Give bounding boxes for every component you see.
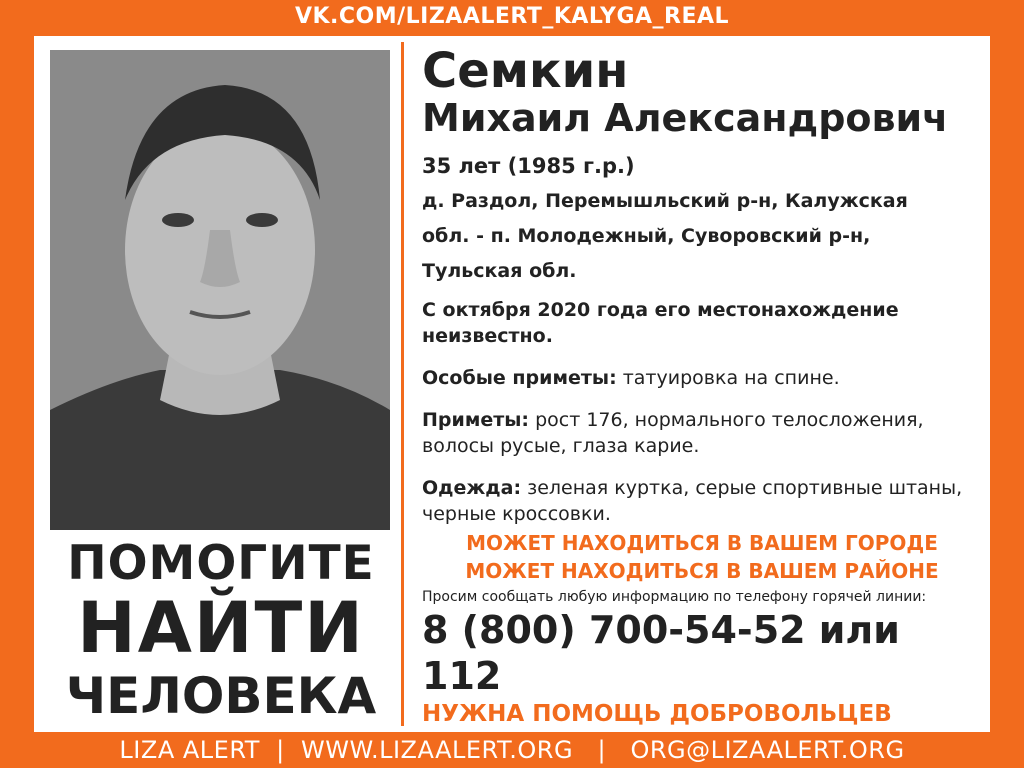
special-signs-value: татуировка на спине.	[622, 367, 840, 389]
help-line3: ЧЕЛОВЕКА	[65, 667, 377, 725]
poster-card	[34, 36, 990, 732]
footer-org: LIZA ALERT	[119, 736, 260, 764]
person-surname: Семкин	[422, 43, 629, 99]
footer	[0, 733, 1024, 768]
special-signs-label: Особые приметы:	[422, 367, 617, 389]
alert-city: МОЖЕТ НАХОДИТЬСЯ В ВАШЕМ ГОРОДЕ	[466, 531, 938, 555]
person-photo-illustration	[50, 50, 390, 530]
missing-since: С октября 2020 года его местонахождение неизвестно.	[422, 299, 899, 347]
person-given-names: Михаил Александрович	[422, 96, 949, 140]
route-line2: обл. - п. Молодежный, Суворовский р-н,	[422, 225, 871, 247]
footer-email-link[interactable]: ORG@LIZAALERT.ORG	[630, 736, 905, 764]
person-age: 35 лет (1985 г.р.)	[422, 154, 635, 178]
footer-separator-2: |	[597, 736, 607, 764]
header-url: VK.COM/LIZAALERT_KALYGA_REAL	[294, 4, 730, 29]
help-line1: ПОМОГИТЕ	[67, 536, 375, 591]
person-route	[422, 184, 982, 289]
orange-divider	[401, 42, 404, 726]
footer-separator-1: |	[276, 736, 285, 764]
hotline-phone[interactable]: 8 (800) 700-54-52 или 112	[422, 608, 900, 698]
signs-label: Приметы:	[422, 409, 530, 431]
route-line3: Тульская обл.	[422, 260, 577, 282]
help-line2: НАЙТИ	[77, 587, 365, 669]
volunteers-needed: НУЖНА ПОМОЩЬ ДОБРОВОЛЬЦЕВ	[422, 701, 892, 727]
special-signs	[422, 365, 982, 391]
person-photo	[50, 50, 390, 530]
signs	[422, 407, 982, 459]
clothing-value: зеленая куртка, серые спортивные штаны, черные кроссовки.	[422, 477, 963, 525]
signs-value: рост 176, нормального телосложения, волосы русые, глаза карие.	[422, 409, 924, 457]
help-find-person	[48, 534, 394, 725]
hotline-request: Просим сообщать любую информацию по телефону горячей линии:	[422, 589, 927, 605]
footer-site-link[interactable]: WWW.LIZAALERT.ORG	[301, 736, 574, 764]
person-info	[422, 44, 982, 727]
clothing-label: Одежда:	[422, 477, 522, 499]
clothing	[422, 475, 982, 527]
route-line1: д. Раздол, Перемышльский р-н, Калужская	[422, 190, 908, 212]
alert-district: МОЖЕТ НАХОДИТЬСЯ В ВАШЕМ РАЙОНЕ	[465, 559, 939, 583]
